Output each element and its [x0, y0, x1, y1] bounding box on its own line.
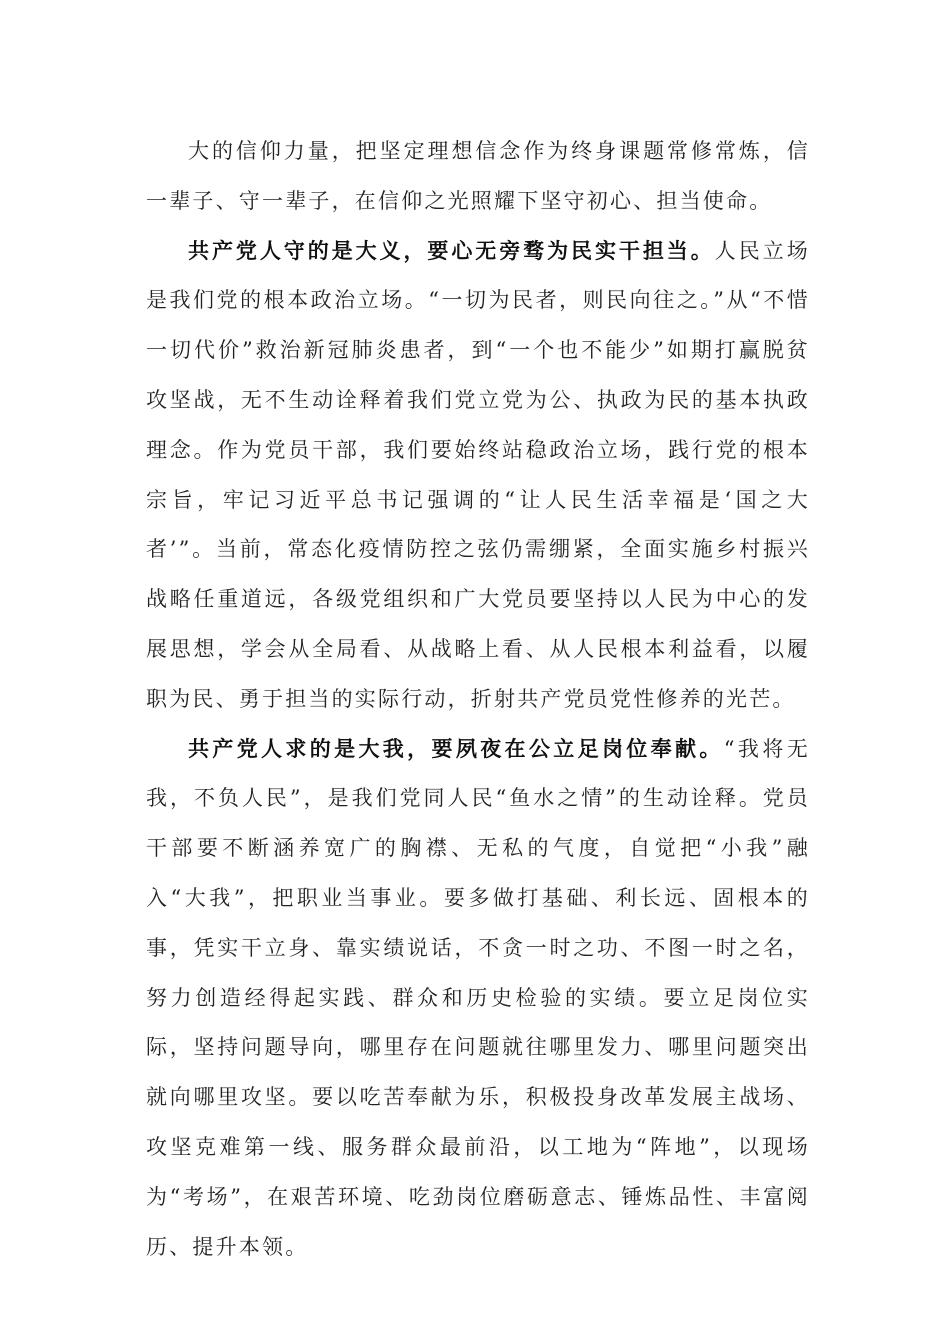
document-body — [146, 127, 810, 1272]
paragraph-1 — [146, 127, 810, 227]
paragraph-3-text: “我将无我，不负人民”，是我们党同人民“鱼水之情”的生动诠释。党员干部要不断涵养宽广的胸襟、无私的气度，自觉把“小我”融入“大我”，把职业当事业。要多做打基础、利长远、固根本的事，凭实干立身、靠实绩说话，不贪一时之功、不图一时之名，努力创造经得起实践、群众和历史检验的实绩。要立足岗位实际，坚持问题导向，哪里存在问题就往哪里发力、哪里问题突出就向哪里攻坚。要以吃苦奉献为乐，积极投身改革发展主战场、攻坚克难第一线、服务群众最前沿，以工地为“阵地”，以现场为“考场”，在艰苦环境、吃劲岗位磨砺意志、锤炼品性、丰富阅历、提升本领。 — [146, 736, 810, 1259]
paragraph-3-lead: 共产党人求的是大我，要夙夜在公立足岗位奉献。 — [188, 736, 724, 761]
paragraph-2-text: 人民立场是我们党的根本政治立场。“一切为民者，则民向往之。”从“不惜一切代价”救治新冠肺炎患者，到“一个也不能少”如期打赢脱贫攻坚战，无不生动诠释着我们党立党为公、执政为民的基本执政理念。作为党员干部，我们要始终站稳政治立场，践行党的根本宗旨，牢记习近平总书记强调的“让人民生活幸福是‘国之大者’”。当前，常态化疫情防控之弦仍需绷紧，全面实施乡村振兴战略任重道远，各级党组织和广大党员要坚持以人民为中心的发展思想，学会从全局看、从战略上看、从人民根本利益看，以履职为民、勇于担当的实际行动，折射共产党员党性修养的光芒。 — [146, 238, 810, 711]
paragraph-2-lead: 共产党人守的是大义，要心无旁骛为民实干担当。 — [188, 238, 715, 263]
paragraph-3 — [146, 725, 810, 1273]
paragraph-1-text: 大的信仰力量，把坚定理想信念作为终身课题常修常炼，信一辈子、守一辈子，在信仰之光照耀下坚守初心、担当使命。 — [146, 139, 810, 213]
paragraph-2 — [146, 227, 810, 725]
